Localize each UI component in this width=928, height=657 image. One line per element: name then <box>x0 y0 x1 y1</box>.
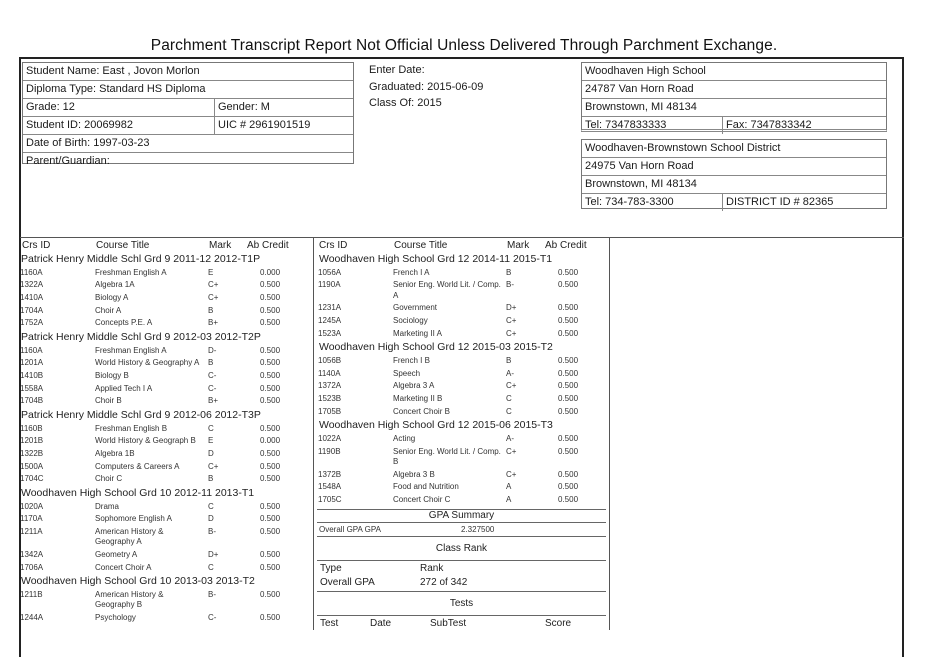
course-credit: 0.500 <box>558 315 579 325</box>
course-mark: D+ <box>208 549 219 559</box>
course-id: 1160A <box>20 267 43 277</box>
course-mark: B <box>208 305 214 315</box>
tests-line <box>317 615 606 616</box>
student-id: Student ID: 20069982 <box>26 119 134 131</box>
course-mark: B <box>506 355 512 365</box>
course-title: Government <box>393 303 438 313</box>
course-mark: B <box>506 267 512 277</box>
course-title: French I B <box>393 355 430 365</box>
class-rank-line <box>317 560 606 561</box>
course-title: Choir A <box>95 305 122 315</box>
district-city: Brownstown, MI 48134 <box>585 178 697 190</box>
course-mark: C <box>506 406 512 416</box>
school-fax: Fax: 7347833342 <box>722 117 886 134</box>
course-id: 1140A <box>318 368 341 378</box>
course-title: Algebra 3 B <box>393 469 435 479</box>
course-credit: 0.500 <box>260 280 281 290</box>
course-mark: C+ <box>506 315 517 325</box>
course-title: Freshman English A <box>95 267 167 277</box>
course-title: Biology B <box>95 370 129 380</box>
district-address: 24975 Van Horn Road <box>585 160 694 172</box>
course-id: 1342A <box>20 549 44 559</box>
course-mark: E <box>208 436 214 446</box>
course-mark: C <box>208 562 214 572</box>
gpa-summary-line <box>317 522 606 523</box>
course-title: Drama <box>95 501 120 511</box>
course-title: Concert Choir B <box>393 406 450 416</box>
course-mark: D <box>208 448 214 458</box>
rank-type-value: Overall GPA <box>320 577 375 588</box>
student-name: Student Name: East , Jovon Morlon <box>26 65 200 77</box>
course-credit: 0.500 <box>260 318 281 328</box>
course-id: 1704B <box>20 396 44 406</box>
course-id: 1244A <box>20 612 44 622</box>
student-info-box <box>22 62 354 167</box>
course-mark: A <box>506 482 512 492</box>
course-mark: D- <box>208 345 217 355</box>
school-city: Brownstown, MI 48134 <box>585 101 697 113</box>
course-id: 1160B <box>20 423 43 433</box>
course-credit: 0.500 <box>558 355 579 365</box>
term-heading: Woodhaven High School Grd 10 2013-03 2013-T2 <box>21 575 255 588</box>
course-mark: C+ <box>208 292 219 302</box>
term-heading: Woodhaven High School Grd 12 2015-03 2015-T2 <box>319 341 553 354</box>
course-title: World History & Geography A <box>95 358 200 368</box>
course-id: 1020A <box>20 501 44 511</box>
term-heading: Patrick Henry Middle Schl Grd 9 2012-03 2012-T2P <box>21 331 261 343</box>
course-title: Concert Choir A <box>95 562 152 572</box>
course-mark: B- <box>506 280 514 290</box>
course-title: Applied Tech I A <box>95 383 153 393</box>
col-header-crs-id: Crs ID <box>22 240 51 251</box>
course-id: 1705C <box>318 494 342 504</box>
school-address: 24787 Van Horn Road <box>585 83 694 95</box>
course-credit: 0.000 <box>260 267 281 277</box>
course-credit: 0.500 <box>558 446 579 456</box>
course-id: 1706A <box>20 562 44 572</box>
class-rank-top-line <box>317 536 606 537</box>
course-mark: E <box>208 267 214 277</box>
header-divider <box>20 237 904 238</box>
course-credit: 0.500 <box>558 494 579 504</box>
course-credit: 0.500 <box>260 383 281 393</box>
course-credit: 0.500 <box>558 328 579 338</box>
course-id: 1548A <box>318 482 342 492</box>
course-id: 1201B <box>20 436 44 446</box>
course-credit: 0.500 <box>558 482 579 492</box>
rank-value: 272 of 342 <box>420 577 468 588</box>
course-credit: 0.500 <box>558 406 579 416</box>
diploma-type: Diploma Type: Standard HS Diploma <box>26 83 206 95</box>
course-mark: C <box>506 393 512 403</box>
course-mark: A <box>506 494 512 504</box>
course-mark: C+ <box>506 328 517 338</box>
course-credit: 0.500 <box>558 393 579 403</box>
col-header-mark: Mark <box>209 240 232 251</box>
course-title: Marketing II A <box>393 328 442 338</box>
course-credit: 0.500 <box>260 423 281 433</box>
course-title: Choir B <box>95 396 122 406</box>
course-mark: C+ <box>506 469 517 479</box>
course-id: 1704A <box>20 305 44 315</box>
course-title: French I A <box>393 267 430 277</box>
course-credit: 0.500 <box>260 305 281 315</box>
course-title: Concepts P.E. A <box>95 318 153 328</box>
course-mark: D <box>208 514 214 524</box>
course-mark: B- <box>208 589 216 599</box>
course-id: 1190A <box>318 280 341 290</box>
course-mark: C- <box>208 612 217 622</box>
course-id: 1056B <box>318 355 342 365</box>
course-credit: 0.500 <box>260 448 281 458</box>
course-title: Freshman English B <box>95 423 168 433</box>
course-title: Computers & Careers A <box>95 461 180 471</box>
course-mark: C <box>208 423 214 433</box>
course-credit: 0.500 <box>260 345 281 355</box>
course-title: Speech <box>393 368 421 378</box>
column-divider-1 <box>313 238 314 630</box>
term-heading: Patrick Henry Middle Schl Grd 9 2011-12 2012-T1P <box>21 253 261 265</box>
col-header-mark: Mark <box>507 240 530 251</box>
course-credit: 0.500 <box>260 526 281 536</box>
gpa-summary-heading: GPA Summary <box>428 510 495 521</box>
test-header-test: Test <box>320 618 339 629</box>
course-id: 1056A <box>318 267 342 277</box>
school-info-box <box>581 62 887 132</box>
course-credit: 0.500 <box>558 303 579 313</box>
course-mark: C- <box>208 370 217 380</box>
district-info-box <box>581 139 887 209</box>
course-credit: 0.500 <box>260 461 281 471</box>
course-mark: A- <box>506 433 514 443</box>
gpa-value: 2.327500 <box>461 525 495 534</box>
course-credit: 0.500 <box>558 267 579 277</box>
course-id: 1190B <box>318 446 341 456</box>
course-credit: 0.500 <box>260 358 281 368</box>
course-credit: 0.500 <box>260 292 281 302</box>
term-heading: Woodhaven High School Grd 12 2014-11 2015-T1 <box>319 253 553 265</box>
col-header-ab-credit: Ab Credit <box>247 240 289 251</box>
course-id: 1500A <box>20 461 44 471</box>
course-id: 1410A <box>20 292 44 302</box>
test-header-subtest: SubTest <box>430 618 467 629</box>
course-id: 1752A <box>20 318 44 328</box>
col-header-crs-id: Crs ID <box>319 240 348 251</box>
course-title: Marketing II B <box>393 393 443 403</box>
course-credit: 0.500 <box>260 501 281 511</box>
grade: Grade: 12 <box>26 101 75 113</box>
course-title: Psychology <box>95 612 136 622</box>
course-id: 1231A <box>318 303 342 313</box>
course-id: 1245A <box>318 315 342 325</box>
test-header-score: Score <box>545 618 572 629</box>
course-id: 1170A <box>20 514 43 524</box>
course-title: American History & Geography A <box>95 526 164 547</box>
column-divider-2 <box>609 238 610 630</box>
col-header-course-title: Course Title <box>96 240 150 251</box>
district-id: DISTRICT ID # 82365 <box>722 194 886 211</box>
course-title: Biology A <box>95 292 129 302</box>
class-rank-heading: Class Rank <box>435 543 488 554</box>
course-title: Algebra 1A <box>95 280 135 290</box>
course-title: Sophomore English A <box>95 514 172 524</box>
course-title: Senior Eng. World Lit. / Comp. A <box>393 280 501 300</box>
course-id: 1523A <box>318 328 342 338</box>
course-credit: 0.500 <box>558 469 579 479</box>
course-id: 1523B <box>318 393 342 403</box>
uic: UIC # 2961901519 <box>214 117 353 134</box>
course-title: Geometry A <box>95 549 138 559</box>
course-id: 1705B <box>318 406 342 416</box>
course-title: Algebra 3 A <box>393 381 435 391</box>
report-title: Parchment Transcript Report Not Official Unless Delivered Through Parchment Exchange. <box>150 37 778 54</box>
tests-top-line <box>317 591 606 592</box>
course-mark: D+ <box>506 303 517 313</box>
course-mark: C <box>208 501 214 511</box>
course-title: Freshman English A <box>95 345 167 355</box>
tests-heading: Tests <box>449 598 474 609</box>
course-title: World History & Geograph B <box>95 436 196 446</box>
course-title: Sociology <box>393 315 428 325</box>
course-id: 1211A <box>20 526 43 536</box>
course-mark: B <box>208 358 214 368</box>
course-mark: B <box>208 474 214 484</box>
term-heading: Woodhaven High School Grd 12 2015-06 2015-T3 <box>319 419 553 432</box>
course-id: 1322B <box>20 448 44 458</box>
course-title: Food and Nutrition <box>393 482 459 492</box>
school-name: Woodhaven High School <box>585 65 706 77</box>
graduated-date: Graduated: 2015-06-09 <box>369 80 484 93</box>
enter-date: Enter Date: <box>369 64 425 76</box>
course-id: 1372B <box>318 469 342 479</box>
course-credit: 0.500 <box>260 370 281 380</box>
course-id: 1558A <box>20 383 44 393</box>
course-id: 1022A <box>318 433 342 443</box>
course-id: 1201A <box>20 358 44 368</box>
course-title: Senior Eng. World Lit. / Comp. B <box>393 446 501 466</box>
term-heading: Woodhaven High School Grd 10 2012-11 2013-T1 <box>21 487 255 499</box>
gpa-label: Overall GPA GPA <box>319 525 381 534</box>
col-header-course-title: Course Title <box>394 240 448 251</box>
course-credit: 0.500 <box>260 514 281 524</box>
col-header-ab-credit: Ab Credit <box>545 240 587 251</box>
district-tel: Tel: 734-783-3300 <box>585 196 674 208</box>
course-credit: 0.500 <box>558 433 579 443</box>
course-id: 1322A <box>20 280 44 290</box>
course-credit: 0.500 <box>260 612 281 622</box>
course-credit: 0.500 <box>260 589 281 599</box>
rank-type-header: Type <box>320 563 342 574</box>
course-credit: 0.500 <box>558 368 579 378</box>
course-credit: 0.500 <box>558 381 579 391</box>
term-heading: Patrick Henry Middle Schl Grd 9 2012-06 2012-T3P <box>21 409 261 421</box>
course-id: 1211B <box>20 589 43 599</box>
course-title: Choir C <box>95 474 123 484</box>
course-title: Concert Choir C <box>393 494 451 504</box>
course-mark: B+ <box>208 396 219 406</box>
course-id: 1372A <box>318 381 342 391</box>
course-credit: 0.500 <box>260 396 281 406</box>
course-mark: B- <box>208 526 216 536</box>
course-mark: C+ <box>208 461 219 471</box>
course-credit: 0.000 <box>260 436 281 446</box>
enrollment-dates <box>369 62 483 112</box>
gender: Gender: M <box>214 99 353 116</box>
course-credit: 0.500 <box>558 280 579 290</box>
course-id: 1704C <box>20 474 44 484</box>
course-mark: C+ <box>208 280 219 290</box>
course-credit: 0.500 <box>260 474 281 484</box>
district-name: Woodhaven-Brownstown School District <box>585 142 781 154</box>
course-id: 1160A <box>20 345 43 355</box>
course-title: Algebra 1B <box>95 448 135 458</box>
school-tel: Tel: 7347833333 <box>585 119 667 131</box>
course-title: American History & Geography B <box>95 589 164 610</box>
class-of: Class Of: 2015 <box>369 97 442 110</box>
parent-guardian: Parent/Guardian: <box>26 155 110 167</box>
course-id: 1410B <box>20 370 44 380</box>
course-mark: C+ <box>506 446 517 456</box>
course-credit: 0.500 <box>260 562 281 572</box>
course-mark: A- <box>506 368 514 378</box>
course-title: Acting <box>393 433 416 443</box>
course-mark: C- <box>208 383 217 393</box>
test-header-date: Date <box>370 618 392 629</box>
date-of-birth: Date of Birth: 1997-03-23 <box>26 137 150 149</box>
course-credit: 0.500 <box>260 549 281 559</box>
rank-header: Rank <box>420 563 444 574</box>
course-mark: B+ <box>208 318 219 328</box>
course-mark: C+ <box>506 381 517 391</box>
